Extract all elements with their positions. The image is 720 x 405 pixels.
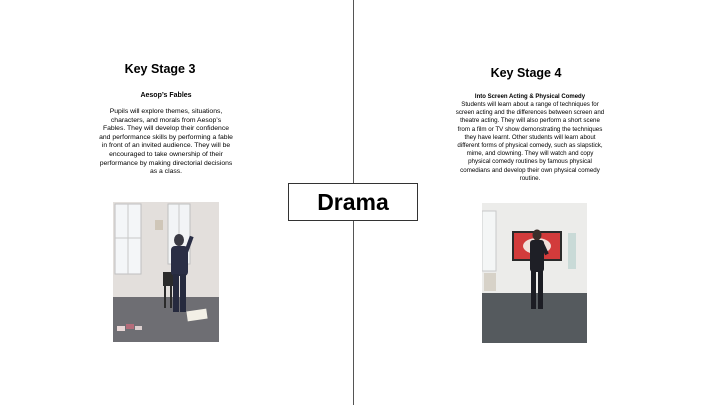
ks3-title: Key Stage 3 bbox=[124, 62, 196, 76]
drama-label-box: Drama bbox=[288, 183, 418, 221]
ks4-title: Key Stage 4 bbox=[490, 66, 562, 80]
ks4-subtitle: Into Screen Acting & Physical Comedy bbox=[474, 94, 586, 100]
ks4-classroom-photo bbox=[482, 203, 587, 343]
ks3-subtitle: Aesop’s Fables bbox=[140, 92, 192, 99]
ks4-description: Students will learn about a range of techniques for screen acting and the differences between screen and theatre acting. They will also perform a short scene from a film or TV show demonstrating the techniques they have learnt. Other students will learn about different forms of physical comedy, such as slapstick, mime, and clowning. They will watch and copy physical comedy routines by famous physical comedians and develop their own physical comedy routine. bbox=[455, 101, 605, 182]
ks3-classroom-photo bbox=[113, 202, 219, 342]
ks3-description: Pupils will explore themes, situations, characters, and morals from Aesop’s Fables. They will develop their confidence and performance skills by performing a fable in front of an invited audience. They will be encouraged to take ownership of their performance by making directorial decisions as a class. bbox=[99, 108, 233, 176]
